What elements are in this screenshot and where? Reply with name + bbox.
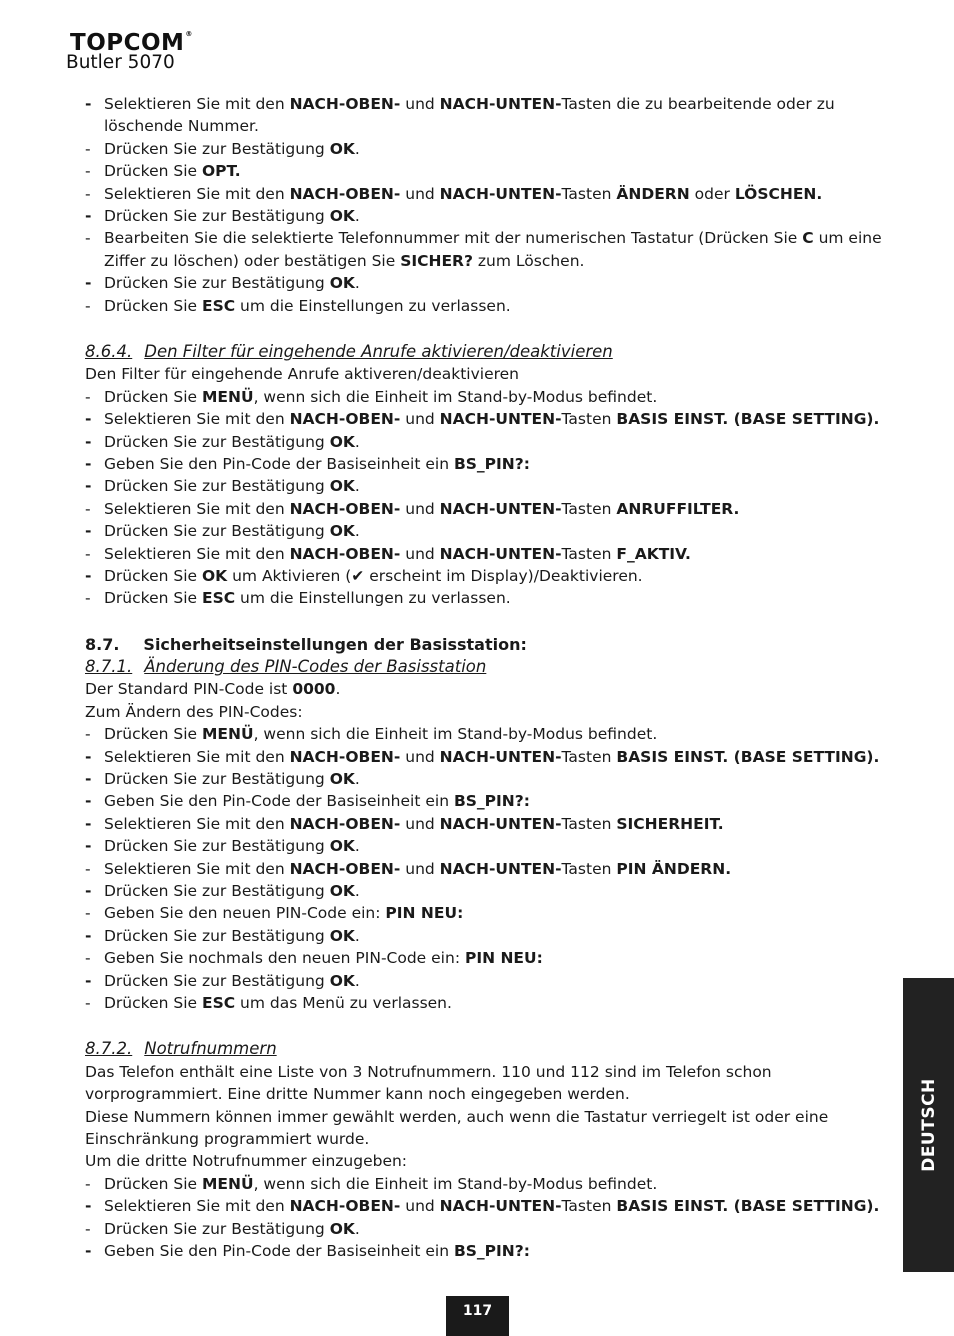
keyword: MENÜ [201, 387, 254, 406]
text: Drücken Sie [104, 1174, 202, 1193]
text: Das Telefon enthält eine Liste von 3 Notrufnummern. 110 und 112 sind im Telefon schon vorprogrammiert. Eine dritte Nummer kann noch eingegeben werden. [85, 1062, 772, 1104]
list-item [85, 431, 885, 453]
text: Selektieren Sie mit den [104, 95, 290, 113]
text: Selektieren Sie mit den [104, 814, 290, 833]
bullet-dash: - [85, 95, 92, 113]
text: , wenn sich die Einheit im Stand-by-Modus befindet. [253, 725, 658, 744]
bullet-dash: - [85, 747, 92, 766]
text: Selektieren Sie mit den [104, 1197, 290, 1216]
text: Drücken Sie [104, 566, 202, 585]
bullet-dash: - [85, 410, 92, 429]
bullet-dash: - [85, 971, 92, 990]
text: Tasten [561, 184, 617, 203]
paragraph [85, 363, 885, 385]
subsection-heading [85, 1038, 885, 1060]
section-heading [85, 634, 885, 656]
heading-title: Notrufnummern [144, 1039, 277, 1059]
text: Tasten die zu bearbeitende oder zu löschende Nummer. [104, 95, 835, 136]
heading-title: Sicherheitseinstellungen der Basisstation: [143, 634, 527, 654]
bullet-dash: - [85, 1241, 92, 1260]
brand-logo: TOPCOM® [70, 30, 193, 56]
keyword: OK [329, 477, 355, 496]
text: Diese Nummern können immer gewählt werden, auch wenn die Tastatur verriegelt ist oder eine Einschränkung programmiert wurde. [85, 1107, 829, 1148]
list-item [85, 858, 885, 880]
list-item [85, 723, 885, 745]
keyword: BS_PIN?: [453, 792, 530, 811]
text: und [400, 499, 440, 518]
bullet-dash: - [85, 792, 92, 811]
keyword: NACH-UNTEN- [439, 747, 562, 766]
text: Drücken Sie zur Bestätigung [104, 971, 330, 990]
list-item [85, 93, 885, 138]
manual-content [85, 93, 885, 1262]
keyword: LÖSCHEN. [734, 184, 823, 203]
list-item [85, 453, 885, 475]
list-item [85, 386, 885, 408]
text: Drücken Sie zur Bestätigung [104, 432, 330, 451]
text: um die Einstellungen zu verlassen. [235, 296, 511, 315]
paragraph [85, 1106, 885, 1151]
text: . [354, 139, 360, 158]
text: Bearbeiten Sie die selektierte Telefonnummer mit der numerischen Tastatur (Drücken Sie [104, 229, 803, 248]
heading-title: Den Filter für eingehende Anrufe aktivieren/deaktivieren [144, 341, 613, 361]
list-item [85, 272, 885, 294]
list-item [85, 746, 885, 768]
keyword: NACH-UNTEN- [439, 410, 562, 429]
list-item [85, 902, 885, 924]
text: . [354, 274, 360, 293]
list-item [85, 520, 885, 542]
bullet-dash: - [85, 139, 91, 158]
text: oder [689, 184, 735, 203]
list-item [85, 498, 885, 520]
keyword: ESC [201, 589, 236, 608]
text: Tasten [561, 499, 617, 518]
text: . [354, 971, 360, 990]
text: , wenn sich die Einheit im Stand-by-Modus befindet. [253, 1174, 658, 1193]
keyword: OK [329, 206, 355, 225]
text: . [354, 1219, 360, 1238]
paragraph [85, 678, 885, 700]
list-item [85, 565, 885, 587]
text: und [400, 1197, 440, 1216]
text: und [400, 747, 440, 766]
paragraph [85, 1061, 885, 1106]
text: Geben Sie den neuen PIN-Code ein: [104, 904, 386, 923]
bullet-dash: - [85, 162, 91, 181]
heading-title: Änderung des PIN-Codes der Basisstation [144, 657, 487, 677]
keyword: MENÜ [201, 725, 254, 744]
keyword: BS_PIN?: [453, 1241, 530, 1260]
text: Drücken Sie zur Bestätigung [104, 522, 330, 541]
keyword: NACH-OBEN- [289, 814, 401, 833]
text: um die Einstellungen zu verlassen. [235, 589, 511, 608]
list-item [85, 970, 885, 992]
text: und [400, 410, 440, 429]
list-item [85, 543, 885, 565]
text: Drücken Sie [104, 993, 202, 1012]
text: Drücken Sie zur Bestätigung [104, 206, 330, 225]
heading-number: 8.7.2. [85, 1039, 133, 1059]
list-item [85, 880, 885, 902]
text: Drücken Sie [104, 296, 202, 315]
page-number: 117 [446, 1296, 509, 1336]
list-item [85, 408, 885, 430]
text: zum Löschen. [472, 251, 585, 270]
text: Geben Sie den Pin-Code der Basiseinheit ein [104, 1241, 454, 1260]
list-item [85, 1173, 885, 1195]
keyword: 0000 [292, 680, 336, 699]
text: Um die dritte Notrufnummer einzugeben: [85, 1152, 408, 1171]
keyword: NACH-UNTEN- [439, 859, 562, 878]
keyword: NACH-UNTEN- [439, 814, 562, 833]
text: um Aktivieren (✔ erscheint im Display)/Deaktivieren. [227, 566, 643, 585]
keyword: OK [329, 522, 355, 541]
keyword: OK [329, 274, 355, 293]
keyword: BS_PIN?: [453, 454, 530, 473]
spacer [85, 317, 885, 341]
text: Selektieren Sie mit den [104, 499, 290, 518]
list-item [85, 790, 885, 812]
keyword: PIN NEU: [464, 949, 543, 968]
bullet-dash: - [85, 904, 91, 923]
text: . [354, 477, 360, 496]
text: Tasten [561, 410, 617, 429]
text: Tasten [561, 1197, 617, 1216]
bullet-dash: - [85, 544, 91, 563]
text: Drücken Sie zur Bestätigung [104, 274, 330, 293]
bullet-dash: - [85, 454, 92, 473]
keyword: NACH-OBEN- [289, 544, 401, 563]
keyword: SICHERHEIT. [616, 814, 724, 833]
list-item [85, 1195, 885, 1217]
list-item [85, 295, 885, 317]
bullet-dash: - [85, 725, 91, 744]
text: Tasten [561, 544, 617, 563]
list-item [85, 205, 885, 227]
text: Drücken Sie zur Bestätigung [104, 882, 330, 900]
keyword: OK [329, 837, 355, 856]
text: . [354, 882, 360, 900]
list-item [85, 160, 885, 182]
keyword: OK [329, 139, 355, 158]
keyword: OK [329, 971, 355, 990]
text: Geben Sie den Pin-Code der Basiseinheit ein [104, 454, 454, 473]
keyword: NACH-OBEN- [289, 184, 401, 203]
bullet-dash: - [85, 1174, 91, 1193]
bullet-dash: - [85, 814, 92, 833]
list-item [85, 587, 885, 609]
spacer [85, 1014, 885, 1038]
text: . [354, 206, 360, 225]
list-item [85, 925, 885, 947]
bullet-dash: - [85, 229, 91, 248]
keyword: NACH-UNTEN- [439, 544, 562, 563]
bullet-dash: - [85, 522, 92, 541]
text: Geben Sie den Pin-Code der Basiseinheit ein [104, 792, 454, 811]
bullet-dash: - [85, 589, 91, 608]
list-item [85, 813, 885, 835]
list-item [85, 947, 885, 969]
keyword: NACH-UNTEN- [439, 184, 562, 203]
bullet-dash: - [85, 184, 91, 203]
list-item [85, 475, 885, 497]
text: Den Filter für eingehende Anrufe aktiveren/deaktivieren [85, 365, 520, 384]
keyword: SICHER? [400, 251, 473, 270]
paragraph [85, 701, 885, 723]
text: Drücken Sie zur Bestätigung [104, 1219, 330, 1238]
bullet-dash: - [85, 993, 91, 1012]
keyword: NACH-OBEN- [289, 859, 401, 878]
text: . [354, 837, 360, 856]
keyword: NACH-OBEN- [289, 95, 401, 113]
list-item [85, 1240, 885, 1262]
text: Selektieren Sie mit den [104, 410, 290, 429]
text: um eine Ziffer zu löschen) oder bestätigen Sie [104, 229, 882, 270]
keyword: OK [329, 770, 355, 789]
text: Tasten [561, 814, 617, 833]
subsection-heading [85, 656, 885, 678]
bullet-dash: - [85, 432, 92, 451]
text: und [400, 859, 440, 878]
list-item [85, 835, 885, 857]
bullet-dash: - [85, 837, 92, 856]
list-item [85, 768, 885, 790]
heading-number: 8.7. [85, 634, 120, 654]
keyword: ÄNDERN [616, 184, 690, 203]
heading-number: 8.6.4. [85, 341, 133, 361]
keyword: NACH-OBEN- [289, 499, 401, 518]
text: . [354, 522, 360, 541]
list-item [85, 183, 885, 205]
text: Der Standard PIN-Code ist [85, 680, 293, 699]
bullet-dash: - [85, 859, 91, 878]
language-tab-label: DEUTSCH [918, 1078, 939, 1172]
text: Drücken Sie zur Bestätigung [104, 477, 330, 496]
bullet-dash: - [85, 566, 92, 585]
list-item [85, 138, 885, 160]
bullet-dash: - [85, 926, 92, 945]
heading-number: 8.7.1. [85, 657, 133, 677]
text: Selektieren Sie mit den [104, 747, 290, 766]
keyword: OK [329, 926, 355, 945]
text: Drücken Sie [104, 387, 202, 406]
text: Drücken Sie [104, 162, 202, 181]
keyword: ANRUFFILTER. [616, 499, 740, 518]
text: Drücken Sie zur Bestätigung [104, 770, 330, 789]
keyword: OK [201, 566, 228, 585]
text: und [400, 544, 440, 563]
keyword: F_AKTIV. [616, 544, 691, 563]
model-name: Butler 5070 [66, 52, 175, 73]
bullet-dash: - [85, 882, 92, 900]
text: Selektieren Sie mit den [104, 544, 290, 563]
text: Geben Sie nochmals den neuen PIN-Code ein: [104, 949, 465, 968]
text: um das Menü zu verlassen. [235, 993, 452, 1012]
text: Selektieren Sie mit den [104, 859, 290, 878]
list-item [85, 227, 885, 272]
keyword: NACH-UNTEN- [439, 1197, 562, 1216]
text: Tasten [561, 859, 617, 878]
bullet-dash: - [85, 770, 92, 789]
text: . [354, 770, 360, 789]
list-item [85, 1218, 885, 1240]
text: und [400, 184, 440, 203]
bullet-dash: - [85, 499, 91, 518]
keyword: NACH-OBEN- [289, 1197, 401, 1216]
bullet-dash: - [85, 477, 92, 496]
bullet-dash: - [85, 296, 91, 315]
text: , wenn sich die Einheit im Stand-by-Modus befindet. [253, 387, 658, 406]
text: Selektieren Sie mit den [104, 184, 290, 203]
keyword: NACH-OBEN- [289, 410, 401, 429]
bullet-dash: - [85, 1197, 92, 1216]
keyword: PIN NEU: [385, 904, 464, 923]
keyword: BASIS EINST. (BASE SETTING). [616, 410, 880, 429]
text: . [354, 926, 360, 945]
language-tab [903, 978, 954, 1272]
keyword: OK [329, 882, 355, 900]
text: Drücken Sie zur Bestätigung [104, 926, 330, 945]
bullet-dash: - [85, 274, 92, 293]
text: Zum Ändern des PIN-Codes: [85, 702, 303, 721]
keyword: ESC [201, 296, 236, 315]
keyword: OK [329, 432, 355, 451]
text: . [335, 680, 341, 699]
bullet-dash: - [85, 387, 91, 406]
bullet-dash: - [85, 949, 91, 968]
keyword: OK [329, 1219, 355, 1238]
text: und [400, 95, 440, 113]
keyword: ESC [201, 993, 236, 1012]
text: Drücken Sie [104, 589, 202, 608]
keyword: NACH-OBEN- [289, 747, 401, 766]
keyword: NACH-UNTEN- [439, 95, 562, 113]
spacer [85, 610, 885, 634]
keyword: NACH-UNTEN- [439, 499, 562, 518]
bullet-dash: - [85, 206, 92, 225]
subsection-heading [85, 341, 885, 363]
keyword: OPT. [201, 162, 241, 181]
bullet-dash: - [85, 1219, 91, 1238]
text: . [354, 432, 360, 451]
text: und [400, 814, 440, 833]
keyword: MENÜ [201, 1174, 254, 1193]
text: Drücken Sie [104, 725, 202, 744]
paragraph [85, 1150, 885, 1172]
keyword: BASIS EINST. (BASE SETTING). [616, 747, 880, 766]
text: Drücken Sie zur Bestätigung [104, 837, 330, 856]
text: Drücken Sie zur Bestätigung [104, 139, 330, 158]
list-item [85, 992, 885, 1014]
keyword: PIN ÄNDERN. [616, 859, 732, 878]
text: Tasten [561, 747, 617, 766]
keyword: BASIS EINST. (BASE SETTING). [616, 1197, 880, 1216]
keyword: C [802, 229, 814, 248]
